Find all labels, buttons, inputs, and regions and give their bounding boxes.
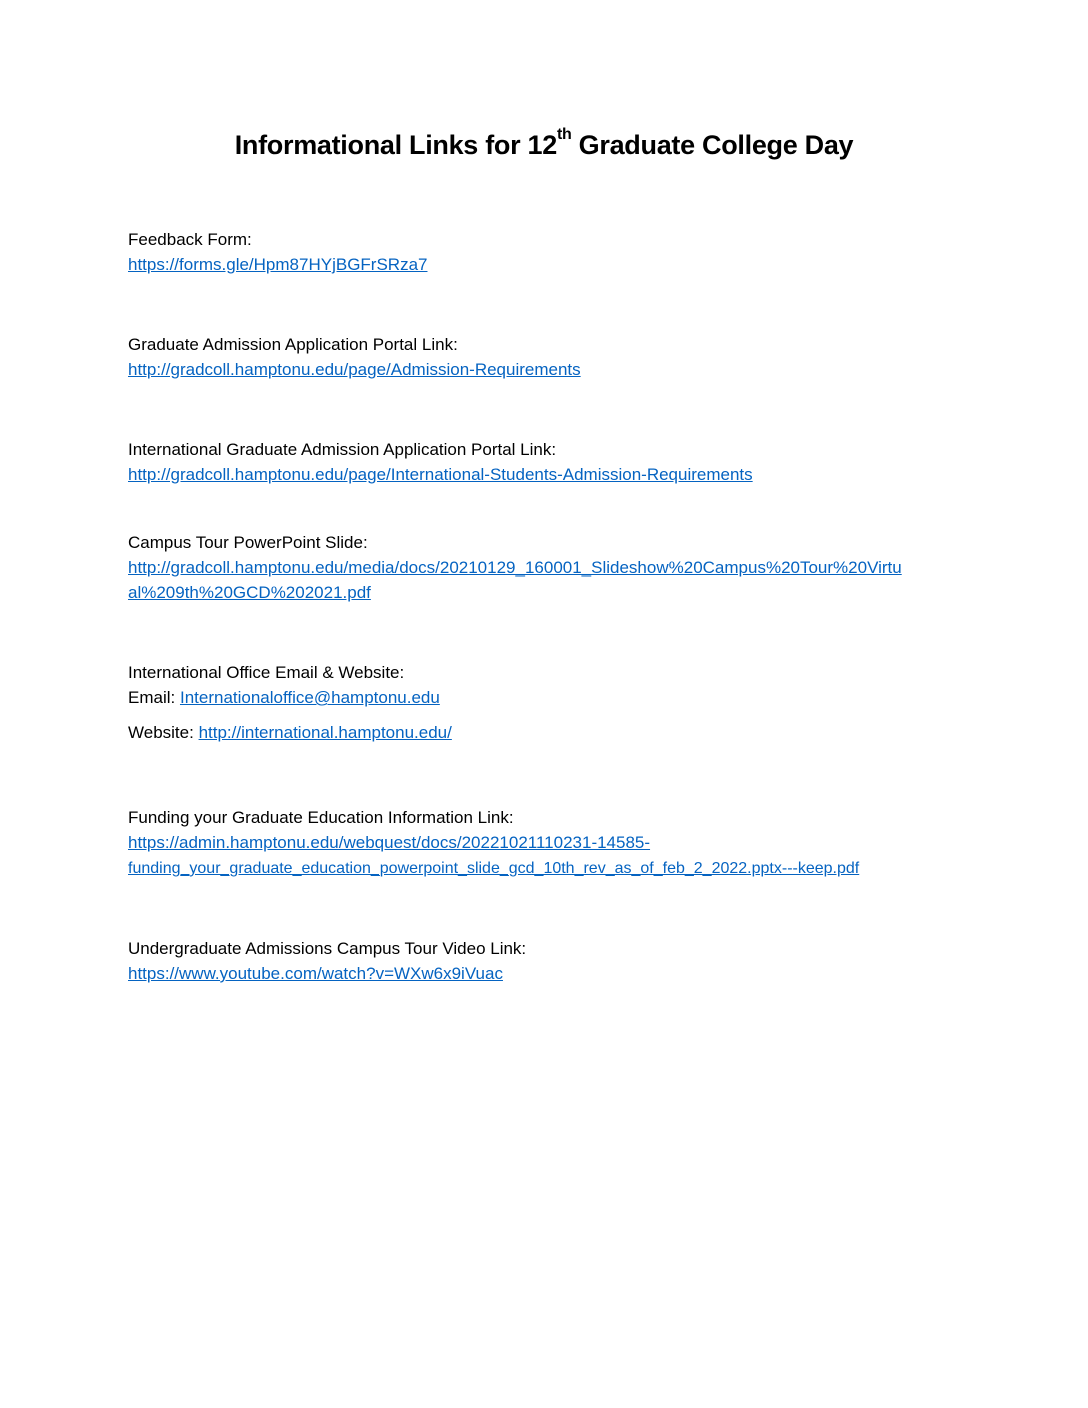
international-admission-section (128, 437, 968, 487)
title-text-end: Graduate College Day (571, 130, 854, 160)
email-label: Email: (128, 688, 180, 707)
section-label: Undergraduate Admissions Campus Tour Video Link: (128, 939, 527, 958)
website-label: Website: (128, 723, 199, 742)
admission-portal-section (128, 332, 968, 382)
international-admission-link[interactable]: http://gradcoll.hamptonu.edu/page/International-Students-Admission-Requirements (128, 465, 753, 484)
email-link[interactable]: Internationaloffice@hamptonu.edu (179, 688, 440, 707)
email-row (128, 685, 968, 710)
international-office-section (128, 660, 968, 745)
campus-tour-slide-link-cont[interactable]: al%209th%20GCD%202021.pdf (128, 583, 371, 602)
section-label: Funding your Graduate Education Information Link: (128, 808, 514, 827)
campus-tour-slide-section (128, 530, 968, 605)
funding-link[interactable]: https://admin.hamptonu.edu/webquest/docs/20221021110231-14585- (128, 833, 651, 852)
section-label: Campus Tour PowerPoint Slide: (128, 533, 368, 552)
page-title (0, 126, 1088, 161)
admission-portal-link[interactable]: http://gradcoll.hamptonu.edu/page/Admission-Requirements (128, 360, 581, 379)
website-link[interactable]: http://international.hamptonu.edu/ (198, 723, 452, 742)
feedback-form-section (128, 227, 968, 277)
section-label: Graduate Admission Application Portal Link: (128, 335, 458, 354)
title-text: Informational Links for 12 (234, 130, 557, 160)
campus-tour-video-link[interactable]: https://www.youtube.com/watch?v=WXw6x9iVuac (128, 964, 503, 983)
section-label: International Office Email & Website: (128, 663, 405, 682)
campus-tour-slide-link[interactable]: http://gradcoll.hamptonu.edu/media/docs/20210129_160001_Slideshow%20Campus%20Tour%20Virtu (128, 558, 902, 577)
feedback-form-link[interactable]: https://forms.gle/Hpm87HYjBGFrSRza7 (128, 255, 428, 274)
website-row (128, 720, 968, 745)
section-label: International Graduate Admission Application Portal Link: (128, 440, 557, 459)
title-superscript: th (556, 126, 572, 143)
section-label: Feedback Form: (128, 230, 252, 249)
funding-link-cont[interactable]: funding_your_graduate_education_powerpoint_slide_gcd_10th_rev_as_of_feb_2_2022.pptx---keep.pdf (128, 860, 860, 877)
campus-tour-video-section (128, 936, 968, 986)
funding-section (128, 805, 968, 881)
